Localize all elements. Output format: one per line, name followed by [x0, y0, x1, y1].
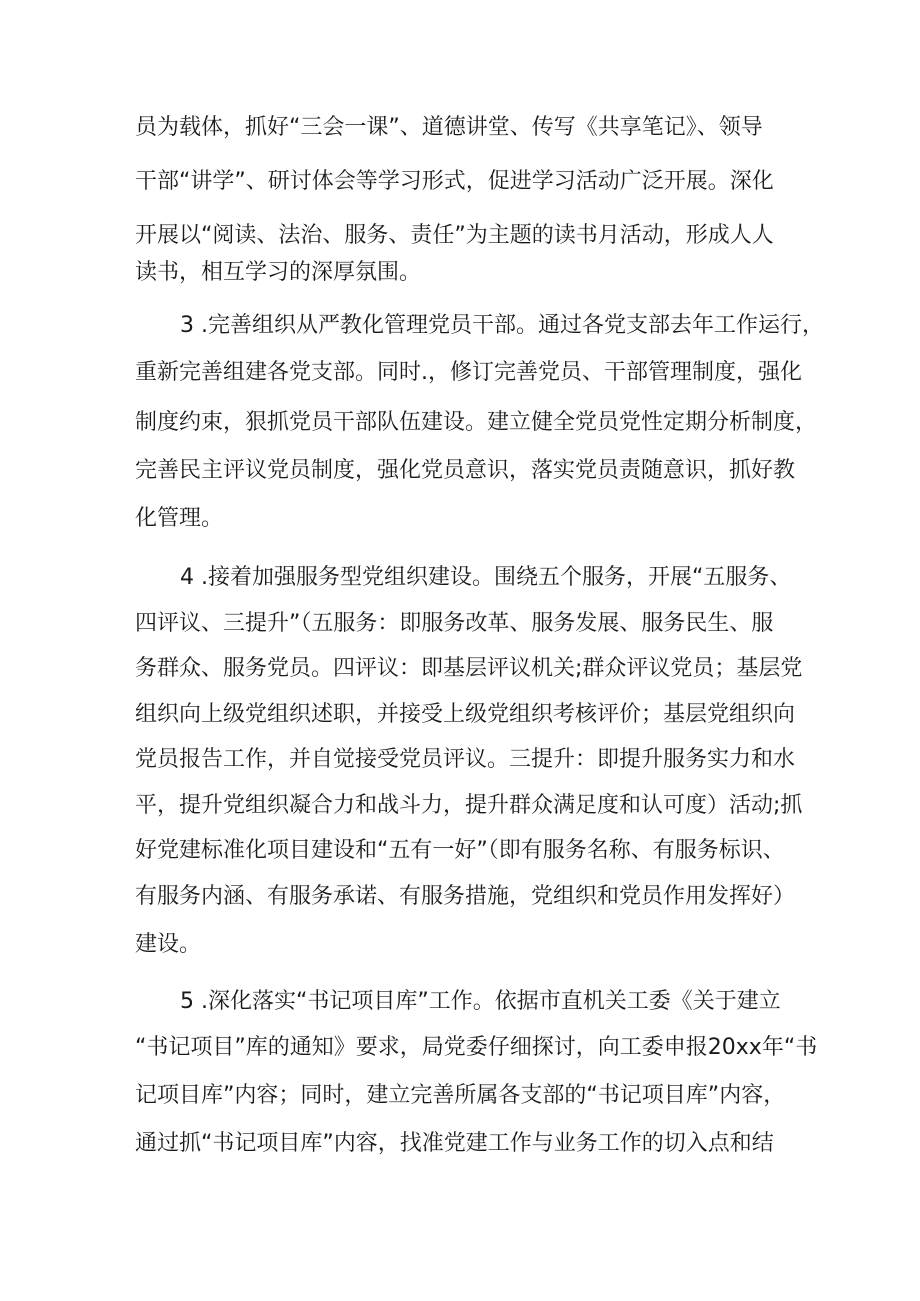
text-line: 化管理。 [135, 506, 224, 531]
text-line: 4 .接着加强服务型党组织建设。围绕五个服务，开展“五服务、 [180, 565, 792, 590]
text-line: 记项目库”内容；同时，建立完善所属各支部的“书记项目库”内容， [135, 1083, 786, 1108]
text-line: 完善民主评议党员制度，强化党员意识，落实党员责随意识，抓好教 [135, 458, 796, 483]
text-line: 5 .深化落实“书记项目库”工作。依据市直机关工委《关于建立 [180, 989, 781, 1014]
text-line: 平，提升党组织凝合力和战斗力，提升群众满足度和认可度）活动;抓 [135, 793, 803, 818]
text-line: 党员报告工作，并自觉接受党员评议。三提升：即提升服务实力和水 [135, 747, 796, 772]
text-line: 3 .完善组织从严教化管理党员干部。通过各党支部去年工作运行， [180, 313, 824, 338]
text-line: 四评议、三提升”（五服务：即服务改革、服务发展、服务民生、服 [135, 611, 774, 636]
text-line: “书记项目”库的通知》要求，局党委仔细探讨，向工委申报20xx年“书 [135, 1035, 818, 1060]
text-line: 重新完善组建各党支部。同时.，修订完善党员、干部管理制度，强化 [135, 360, 802, 385]
text-line: 制度约束，狠抓党员干部队伍建设。建立健全党员党性定期分析制度， [135, 410, 818, 435]
text-line: 开展以“阅读、法治、服务、责任”为主题的读书月活动，形成人人 [135, 223, 774, 248]
text-line: 员为载体，抓好“三会一课”、道德讲堂、传写《共享笔记》、领导 [135, 115, 763, 140]
text-line: 读书，相互学习的深厚氛围。 [135, 260, 422, 285]
text-line: 干部“讲学”、研讨体会等学习形式，促进学习活动广泛开展。深化 [135, 169, 774, 194]
text-line: 通过抓“书记项目库”内容，找准党建工作与业务工作的切入点和结 [135, 1131, 774, 1156]
text-line: 有服务内涵、有服务承诺、有服务措施，党组织和党员作用发挥好） [135, 884, 796, 909]
text-line: 好党建标准化项目建设和“五有一好”（即有服务名称、有服务标识、 [135, 838, 785, 863]
text-line: 务群众、服务党员。四评议：即基层评议机关;群众评议党员；基层党 [135, 656, 803, 681]
text-line: 组织向上级党组织述职，并接受上级党组织考核评价；基层党组织向 [135, 702, 796, 727]
text-line: 建设。 [135, 932, 202, 957]
